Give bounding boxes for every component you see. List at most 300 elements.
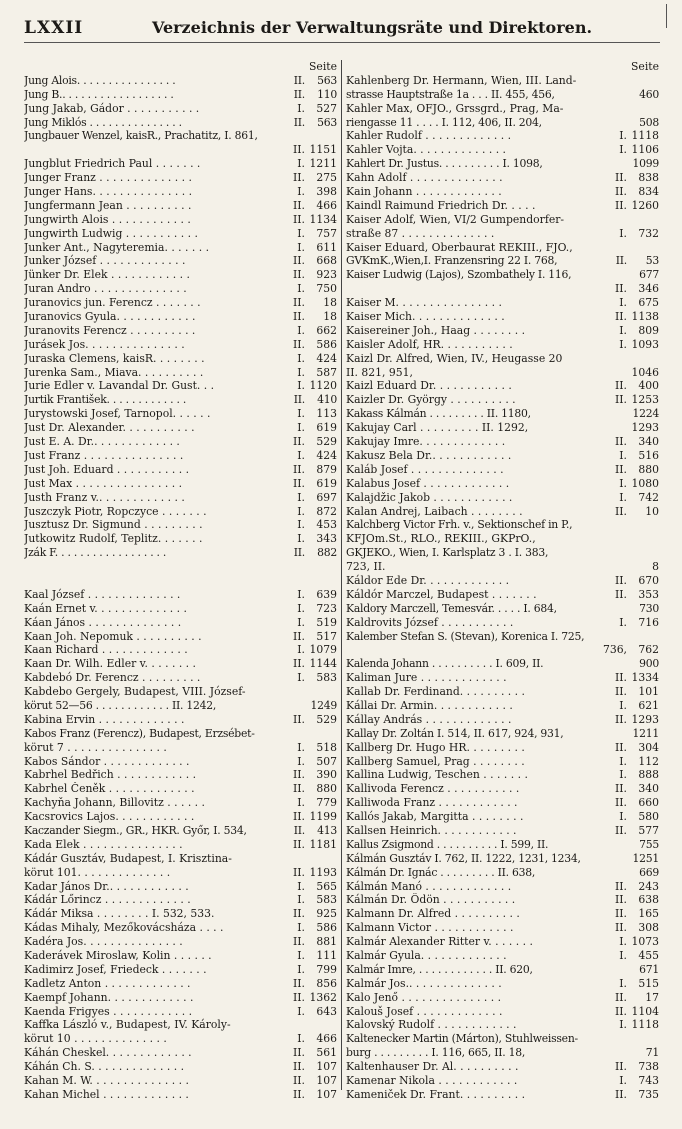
index-entry: [346, 643, 659, 657]
entry-page: 516: [638, 448, 659, 462]
entry-name: Kallus Zsigmond . . . . . . . . . . I. 599, II.: [346, 837, 549, 851]
entry-name: Kadar János Dr.. . . . . . . . . . . .: [24, 879, 189, 893]
entry-page: 561: [316, 1046, 337, 1060]
index-entry: [346, 852, 659, 866]
entry-page: 1334: [631, 671, 659, 685]
entry-page: 723: [316, 601, 337, 615]
entry-name: Kabina Ervin . . . . . . . . . . . . .: [24, 712, 185, 726]
entry-volume: II.: [293, 1074, 305, 1088]
entry-page: 577: [638, 823, 659, 837]
left-seite-label: Seite: [309, 60, 337, 73]
entry-name: Justh Franz v.. . . . . . . . . . . . .: [24, 490, 185, 504]
entry-page: 716: [638, 615, 659, 629]
entry-page: 1144: [309, 657, 337, 671]
entry-page: 165: [638, 907, 659, 921]
entry-name: Kaláb Josef . . . . . . . . . . . . . .: [346, 462, 504, 476]
entry-volume: II.: [293, 629, 305, 643]
index-entry: [24, 407, 337, 421]
index-entry: [346, 74, 659, 88]
entry-page: 580: [638, 810, 659, 824]
entry-page: [627, 532, 659, 546]
entry-name: Kalliwoda Franz . . . . . . . . . . . .: [346, 796, 518, 810]
entry-page: 675: [638, 296, 659, 310]
entry-name: Kaán Ernet v. . . . . . . . . . . . . .: [24, 601, 187, 615]
index-entry: [24, 199, 337, 213]
entry-volume: I.: [619, 976, 627, 990]
entry-volume: II.: [293, 976, 305, 990]
entry-page: [305, 685, 337, 699]
index-entry: [24, 518, 337, 532]
entry-name: Jung Jakab, Gádor . . . . . . . . . . .: [24, 101, 200, 115]
entry-volume: II.: [615, 879, 627, 893]
entry-volume: II.: [293, 198, 305, 212]
entry-volume: I.: [619, 448, 627, 462]
entry-name: Jurystowski Josef, Tarnopol. . . . . .: [24, 407, 211, 421]
entry-page: 410: [317, 393, 337, 407]
entry-volume: II.: [615, 379, 627, 393]
index-entry: [346, 268, 659, 282]
entry-page: 671: [639, 962, 659, 976]
entry-volume: II.: [615, 393, 627, 407]
entry-page: 413: [317, 823, 337, 837]
index-entry: [346, 1060, 659, 1074]
entry-volume: I.: [619, 226, 627, 240]
entry-name: Jung Miklós . . . . . . . . . . . . . . .: [24, 115, 182, 129]
entry-page: 677: [639, 268, 659, 282]
index-entry: [346, 449, 659, 463]
index-entry: [24, 866, 337, 880]
entry-volume: I.: [619, 323, 627, 337]
entry-name: Kaan Joh. Nepomuk . . . . . . . . . .: [24, 629, 202, 643]
entry-name: Káan János . . . . . . . . . . . . . .: [24, 615, 182, 629]
entry-volume: I.: [619, 698, 627, 712]
entry-page: 743: [638, 1074, 659, 1088]
entry-name: Kachyňa Johann, Billovitz . . . . . .: [24, 796, 205, 810]
entry-page: 619: [316, 421, 337, 435]
index-entry: [24, 782, 337, 796]
entry-page: 107: [316, 1060, 337, 1074]
entry-page: 750: [316, 282, 337, 296]
entry-name: Káldór Marczel, Budapest . . . . . . .: [346, 587, 537, 601]
entry-name: Juranovits Ferencz . . . . . . . . . .: [24, 323, 196, 337]
entry-page: 518: [316, 740, 337, 754]
entry-volume: I.: [619, 1018, 627, 1032]
entry-page: 101: [638, 685, 659, 699]
entry-volume: II.: [293, 865, 305, 879]
entry-name: Kabrhel Bedřich . . . . . . . . . . . .: [24, 768, 197, 782]
entry-volume: II.: [615, 796, 627, 810]
index-entry: [346, 921, 659, 935]
entry-volume: II.: [293, 768, 305, 782]
entry-name: Kacsrovics Lajos. . . . . . . . . . . .: [24, 810, 195, 824]
index-entry: [346, 1018, 659, 1032]
entry-volume: I.: [297, 615, 305, 629]
entry-volume: I.: [297, 1004, 305, 1018]
entry-page: 519: [316, 615, 337, 629]
entry-volume: II.: [293, 171, 305, 185]
entry-volume: I.: [297, 1032, 305, 1046]
entry-page: 779: [316, 796, 337, 810]
entry-page: 1293: [631, 712, 659, 726]
entry-volume: II.: [293, 87, 305, 101]
index-entry: [346, 491, 659, 505]
entry-name: Kallay Dr. Zoltán I. 514, II. 617, 924, 931,: [346, 726, 564, 740]
entry-name: Kallab Dr. Ferdinand. . . . . . . . . .: [346, 685, 525, 699]
entry-name: Kamenar Nikola . . . . . . . . . . . .: [346, 1074, 518, 1088]
entry-name: burg . . . . . . . . . I. 116, 665, II. 18,: [346, 1046, 526, 1060]
entry-name: Kálmán Dr. Ödön . . . . . . . . . . .: [346, 893, 516, 907]
entry-name: Junger Franz . . . . . . . . . . . . . .: [24, 171, 192, 185]
index-entry: [24, 852, 337, 866]
index-entry: [346, 157, 659, 171]
index-entry: [24, 477, 337, 491]
entry-volume: I.: [297, 185, 305, 199]
entry-volume: I.: [297, 282, 305, 296]
index-entry: [24, 282, 337, 296]
entry-name: Just Max . . . . . . . . . . . . . . . .: [24, 476, 182, 490]
index-entry: [24, 1032, 337, 1046]
entry-name: riengasse 11 . . . . I. 112, 406, II. 204,: [346, 115, 542, 129]
index-entry: [24, 991, 337, 1005]
entry-volume: II.: [615, 740, 627, 754]
index-entry: [24, 213, 337, 227]
entry-name: Kálmán Gusztáv I. 762, II. 1222, 1231, 1234,: [346, 851, 581, 865]
entry-page: 923: [316, 268, 337, 282]
entry-name: Kaindl Raimund Friedrich Dr. . . . .: [346, 198, 536, 212]
entry-volume: II.: [615, 823, 627, 837]
entry-name: Jurie Edler v. Lavandal Dr. Gust. . .: [24, 379, 215, 393]
entry-volume: I.: [297, 949, 305, 962]
entry-page: 515: [638, 976, 659, 990]
entry-page: 925: [316, 907, 337, 921]
entry-volume: II.: [615, 921, 627, 935]
entry-name: Kalmár Imre, . . . . . . . . . . . . II. 620,: [346, 962, 533, 976]
index-entry: [24, 185, 337, 199]
entry-name: Kahan M. W. . . . . . . . . . . . . . .: [24, 1074, 189, 1088]
index-entry: [24, 310, 337, 324]
entry-name: körut 52—56 . . . . . . . . . . . . II. 1242,: [24, 698, 217, 712]
index-entry: [24, 630, 337, 644]
index-entry: [346, 171, 659, 185]
entry-page: 1362: [309, 990, 337, 1004]
index-entry: [24, 671, 337, 685]
entry-name: Kahlenberg Dr. Hermann, Wien, III. Land-: [346, 73, 577, 87]
entry-name: Káhán Ch. S. . . . . . . . . . . . . .: [24, 1060, 185, 1074]
entry-name: Jungbauer Wenzel, kaisR., Prachatitz, I. 861,: [24, 129, 258, 143]
index-entry: [24, 463, 337, 477]
entry-volume: II.: [615, 198, 627, 212]
index-entry: [24, 88, 337, 102]
entry-name: Junker József . . . . . . . . . . . . .: [24, 254, 186, 268]
entry-name: Kaczander Siegm., GR., HKR. Győr, I. 534,: [24, 823, 247, 837]
entry-volume: I.: [297, 448, 305, 462]
entry-volume: I.: [297, 796, 305, 810]
entry-name: Kahler Vojta. . . . . . . . . . . . . .: [346, 143, 506, 157]
index-entry: [346, 546, 659, 560]
entry-name: Kaempf Johann. . . . . . . . . . . . .: [24, 990, 194, 1004]
entry-page: 1253: [631, 393, 659, 407]
entry-page: 1104: [631, 1004, 659, 1018]
entry-page: 799: [316, 962, 337, 976]
entry-page: 71: [645, 1046, 659, 1060]
index-entry: [24, 963, 337, 977]
entry-page: [305, 852, 337, 866]
index-entry: [346, 810, 659, 824]
entry-page: 1118: [631, 129, 659, 143]
entry-volume: II.: [293, 1087, 305, 1101]
entry-name: Kálmán Dr. Ignác . . . . . . . . . II. 638,: [346, 865, 536, 879]
entry-volume: I.: [297, 643, 305, 657]
entry-name: Kadletz Anton . . . . . . . . . . . . .: [24, 976, 191, 990]
entry-page: 834: [638, 185, 659, 199]
entry-name: Kakujay Imre. . . . . . . . . . . . .: [346, 435, 506, 449]
index-entry: [346, 296, 659, 310]
entry-name: Jungwirth Ludwig . . . . . . . . . . .: [24, 226, 198, 240]
index-entry: [24, 421, 337, 435]
entry-page: 1251: [632, 851, 659, 865]
entry-volume: I.: [619, 129, 627, 143]
index-entry: [24, 643, 337, 657]
entry-name: strasse Hauptstraße 1a . . . II. 455, 456,: [346, 87, 555, 101]
entry-name: Kaliman Jure . . . . . . . . . . . . .: [346, 671, 507, 685]
entry-name: Jurtik František. . . . . . . . . . . . .: [24, 393, 187, 407]
entry-page: 638: [638, 893, 659, 907]
index-entry: [346, 824, 659, 838]
index-entry: [346, 560, 659, 574]
entry-volume: II.: [615, 1087, 627, 1101]
entry-name: KFJOm.St., RLO., REKIII., GKPrO.,: [346, 532, 536, 546]
entry-name: Kaan Dr. Wilh. Edler v. . . . . . . .: [24, 657, 196, 671]
entry-volume: I.: [297, 226, 305, 240]
index-entry: [24, 616, 337, 630]
index-entry: [346, 379, 659, 393]
index-entry: [346, 199, 659, 213]
index-entry: [346, 907, 659, 921]
page-number: LXXII: [24, 18, 84, 38]
entry-volume: II.: [615, 254, 627, 268]
entry-page: [627, 241, 659, 255]
entry-name: körut 10 . . . . . . . . . . . . . .: [24, 1032, 167, 1046]
entry-name: [346, 282, 613, 296]
entry-volume: II.: [293, 435, 305, 449]
entry-name: Junger Hans. . . . . . . . . . . . . . .: [24, 185, 193, 199]
entry-page: 583: [316, 893, 337, 907]
entry-volume: I.: [297, 421, 305, 435]
entry-name: Kain Johann . . . . . . . . . . . . .: [346, 185, 502, 199]
entry-volume: II.: [293, 546, 305, 560]
entry-name: Kaiser M. . . . . . . . . . . . . . . .: [346, 296, 502, 310]
entry-volume: I.: [297, 962, 305, 976]
entry-page: 762: [638, 643, 659, 657]
entry-page: 1211: [632, 726, 659, 740]
index-entry: [346, 949, 659, 963]
entry-page: 619: [316, 476, 337, 490]
entry-name: Kalmann Dr. Alfred . . . . . . . . . .: [346, 907, 520, 921]
entry-name: Juranovics Gyula. . . . . . . . . . . .: [24, 310, 196, 324]
entry-page: 611: [316, 240, 337, 254]
entry-name: Kadéra Jos. . . . . . . . . . . . . . .: [24, 935, 183, 949]
index-entry: [346, 935, 659, 949]
entry-name: Kalmár Jos.. . . . . . . . . . . . . .: [346, 976, 502, 990]
entry-name: Junker Ant., Nagyteremia. . . . . . .: [24, 240, 210, 254]
entry-name: Kalenda Johann . . . . . . . . . . I. 609, II.: [346, 657, 544, 671]
entry-page: 1099: [632, 157, 659, 171]
index-entry: [24, 977, 337, 991]
index-entry: [346, 310, 659, 324]
entry-volume: I.: [619, 768, 627, 782]
entry-page: [627, 352, 659, 366]
entry-volume: I.: [619, 337, 627, 351]
entry-name: Kalabus Josef . . . . . . . . . . . . .: [346, 476, 510, 490]
index-entry: [346, 532, 659, 546]
index-entry: [24, 366, 337, 380]
entry-page: 1134: [309, 212, 337, 226]
index-entry: [24, 935, 337, 949]
entry-page: 107: [316, 1074, 337, 1088]
entry-volume: II.: [615, 712, 627, 726]
entry-page: 507: [316, 754, 337, 768]
right-column: [346, 60, 659, 1102]
entry-page: 53: [645, 254, 659, 268]
entry-volume: I.: [619, 476, 627, 490]
entry-name: Juranovics jun. Ferencz . . . . . . .: [24, 296, 201, 310]
entry-name: Juszczyk Piotr, Ropczyce . . . . . . .: [24, 504, 207, 518]
entry-name: Kalan Andrej, Laibach . . . . . . . .: [346, 504, 523, 518]
entry-page: 882: [317, 546, 337, 560]
entry-volume: II.: [615, 282, 627, 296]
entry-page: 1293: [631, 421, 659, 435]
entry-volume: II.: [293, 1060, 305, 1074]
entry-page: 1151: [309, 143, 337, 157]
entry-name: Jung B.. . . . . . . . . . . . . . . . . .: [24, 87, 174, 101]
index-entry: [346, 435, 659, 449]
entry-page: 881: [316, 935, 337, 949]
entry-page: 1046: [631, 365, 659, 379]
entry-volume: II.: [615, 573, 627, 587]
entry-volume: I.: [297, 754, 305, 768]
entry-name: Kalo Jenő . . . . . . . . . . . . . . .: [346, 990, 502, 1004]
index-entry: [24, 588, 337, 602]
entry-page: 662: [316, 323, 337, 337]
entry-page: 466: [316, 1032, 337, 1046]
blank-line: [24, 560, 337, 574]
entry-volume: II.: [293, 476, 305, 490]
entry-name: Kallsen Heinrich. . . . . . . . . . . .: [346, 823, 517, 837]
index-entry: [24, 74, 337, 88]
entry-name: Kaal József . . . . . . . . . . . . . .: [24, 587, 181, 601]
entry-page: 586: [316, 337, 337, 351]
entry-volume: I.: [297, 407, 305, 421]
entry-page: 343: [316, 532, 337, 546]
right-seite-label: Seite: [631, 60, 659, 73]
entry-volume: II.: [615, 310, 627, 324]
entry-volume: II.: [293, 337, 305, 351]
entry-page: 1106: [631, 143, 659, 157]
entry-page: 1079: [309, 643, 337, 657]
entry-page: 872: [316, 504, 337, 518]
index-entry: [346, 213, 659, 227]
entry-volume: II.: [293, 907, 305, 921]
index-entry: [24, 435, 337, 449]
entry-page: 1224: [632, 407, 659, 421]
entry-volume: II.: [293, 73, 305, 87]
entry-name: Kallina Ludwig, Teschen . . . . . . .: [346, 768, 528, 782]
index-entry: [346, 338, 659, 352]
entry-name: Kahlert Dr. Justus. . . . . . . . . . I. 1098,: [346, 157, 543, 171]
entry-name: Kaltenhauser Dr. Al. . . . . . . . . .: [346, 1060, 519, 1074]
index-entry: [346, 505, 659, 519]
entry-page: 353: [638, 587, 659, 601]
entry-name: Kabos Franz (Ferencz), Budapest, Erzsébet-: [24, 726, 255, 740]
entry-name: Kaldrovits József . . . . . . . . . . .: [346, 615, 514, 629]
index-entry: [24, 713, 337, 727]
entry-page: 340: [638, 782, 659, 796]
entry-name: Kahler Rudolf . . . . . . . . . . . . .: [346, 129, 512, 143]
index-entry: [346, 991, 659, 1005]
index-entry: [24, 157, 337, 171]
index-entry: [346, 1032, 659, 1046]
index-entry: [346, 963, 659, 977]
index-entry: [24, 254, 337, 268]
entry-page: 111: [316, 949, 337, 962]
entry-page: 586: [316, 921, 337, 935]
entry-name: Kaisereiner Joh., Haag . . . . . . . .: [346, 323, 526, 337]
index-entry: [24, 602, 337, 616]
index-entry: [346, 143, 659, 157]
index-entry: [24, 1018, 337, 1032]
index-entry: [346, 588, 659, 602]
index-entry: [24, 768, 337, 782]
index-entry: [346, 838, 659, 852]
entry-page: [305, 129, 337, 143]
entry-name: Jzák F. . . . . . . . . . . . . . . . . .: [24, 546, 167, 560]
left-column: [24, 60, 337, 1102]
entry-page: [627, 630, 659, 644]
entry-volume: II.: [293, 393, 305, 407]
index-entry: [24, 1088, 337, 1102]
index-entry: [24, 1005, 337, 1019]
entry-volume: I.: [297, 490, 305, 504]
entry-volume: I.: [297, 921, 305, 935]
entry-volume: I.: [619, 615, 627, 629]
entry-volume: II.: [293, 1046, 305, 1060]
entry-volume: I.: [297, 587, 305, 601]
entry-name: Kabrhel Čeněk . . . . . . . . . . . . .: [24, 782, 195, 796]
entry-page: 10: [645, 504, 659, 518]
entry-page: 1249: [310, 698, 337, 712]
entry-volume: I.: [297, 518, 305, 532]
index-entry: [346, 241, 659, 255]
index-entry: [346, 866, 659, 880]
entry-name: II. 821, 951,: [346, 365, 413, 379]
entry-page: 398: [316, 185, 337, 199]
index-entry: [346, 741, 659, 755]
entry-name: Kakass Kálmán . . . . . . . . . II. 1180,: [346, 407, 531, 421]
entry-volume: II.: [293, 254, 305, 268]
entry-page: 1260: [631, 198, 659, 212]
index-entry: [346, 574, 659, 588]
entry-volume: I.: [619, 490, 627, 504]
entry-page: 527: [316, 101, 337, 115]
entry-page: 742: [638, 490, 659, 504]
index-entry: [346, 102, 659, 116]
index-entry: [346, 685, 659, 699]
entry-volume: II.: [615, 1060, 627, 1074]
entry-page: [627, 213, 659, 227]
index-entry: [346, 1088, 659, 1102]
index-entry: [24, 449, 337, 463]
entry-name: Kaiser Ludwig (Lajos), Szombathely I. 116,: [346, 268, 572, 282]
